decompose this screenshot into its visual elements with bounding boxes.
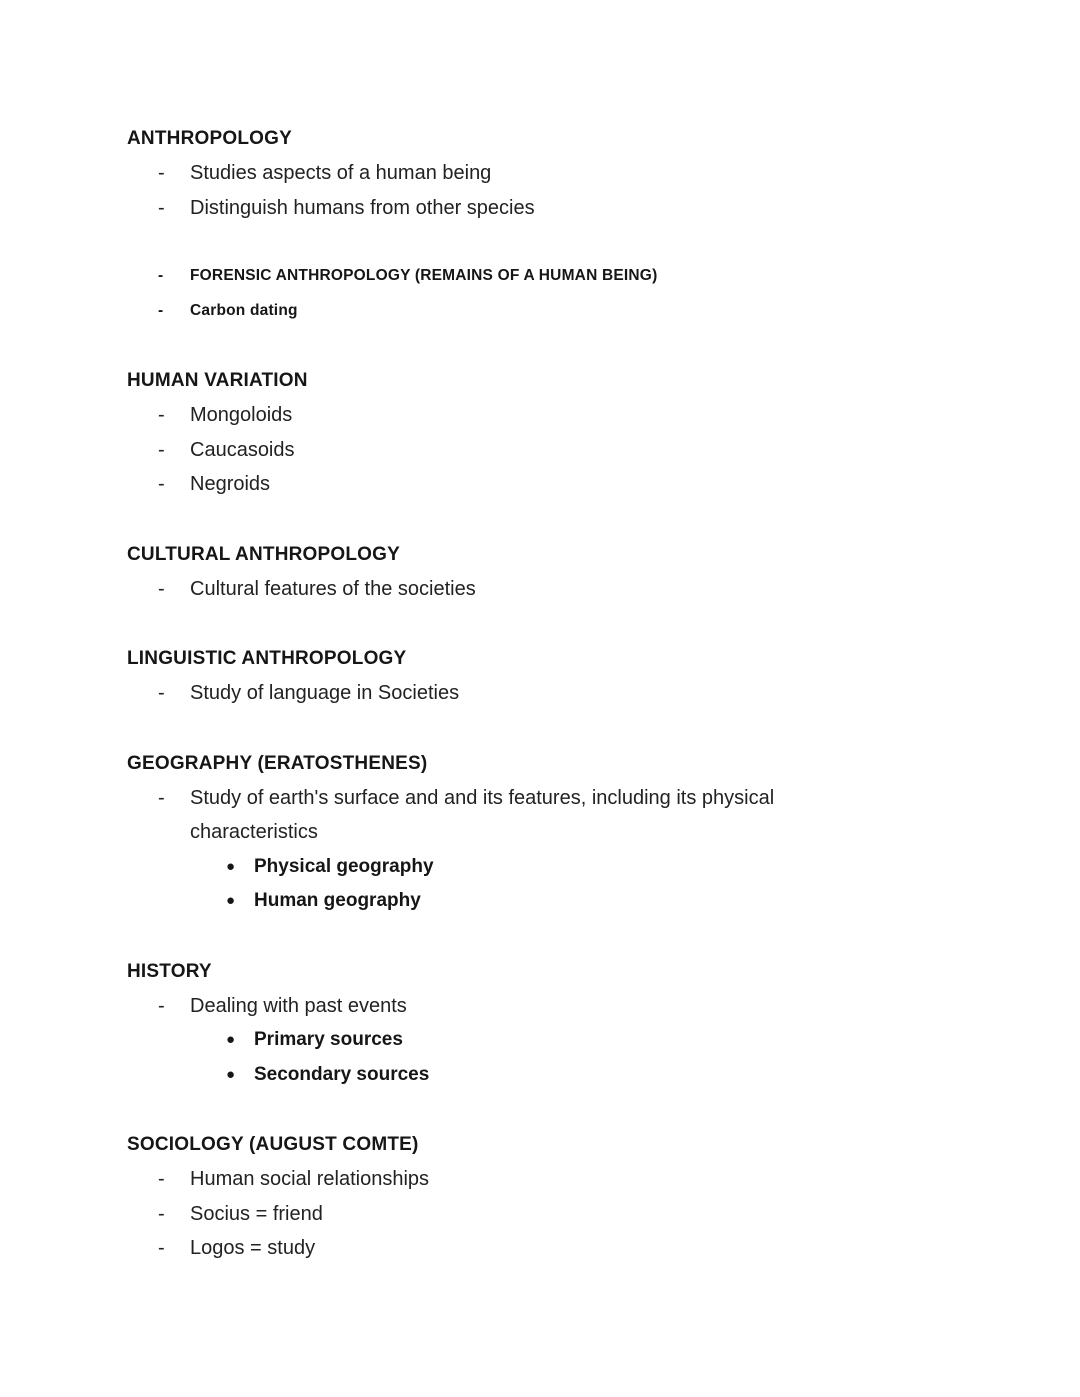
- section-heading: HISTORY: [127, 960, 212, 982]
- list-item-text: Study of earth's surface and and its features, including its physical characteristics: [190, 786, 775, 843]
- dash-marker: -: [158, 1168, 165, 1190]
- section-human-variation: [127, 363, 990, 502]
- section-anthropology: [127, 121, 990, 328]
- dash-marker: -: [158, 1202, 165, 1225]
- list-item: [127, 989, 990, 1024]
- list-item: [127, 1058, 990, 1093]
- list-item-text: Dealing with past events: [190, 994, 407, 1017]
- section-history: [127, 954, 990, 1093]
- list-item: [127, 294, 990, 329]
- list-item: [127, 398, 990, 433]
- dash-marker: -: [158, 577, 165, 600]
- bullet-marker: ●: [226, 892, 236, 909]
- list-item-text: Logos = study: [190, 1237, 316, 1259]
- list-item-text: Carbon dating: [190, 301, 298, 319]
- list-item-text: Caucasoids: [190, 438, 295, 461]
- section-heading: ANTHROPOLOGY: [127, 128, 292, 149]
- dash-marker: -: [158, 682, 165, 704]
- dash-marker: -: [158, 196, 165, 219]
- list-item: [127, 1162, 990, 1197]
- list-item: [127, 572, 990, 607]
- list-item-text: Cultural features of the societies: [190, 577, 476, 600]
- dash-marker: -: [158, 438, 165, 461]
- dash-marker: -: [158, 267, 164, 284]
- list-item: [127, 850, 990, 885]
- dash-marker: -: [158, 301, 164, 319]
- dash-marker: -: [158, 473, 165, 495]
- section-heading: CULTURAL ANTHROPOLOGY: [127, 543, 401, 565]
- section-sociology-august-comte: [127, 1127, 990, 1266]
- list-item: [127, 1231, 990, 1266]
- section-heading: GEOGRAPHY (ERATOSTHENES): [127, 752, 428, 774]
- list-item: [127, 259, 990, 294]
- dash-marker: -: [158, 404, 165, 426]
- list-item-text: Human social relationships: [190, 1168, 430, 1190]
- dash-marker: -: [158, 786, 165, 809]
- list-item-text: Physical geography: [254, 855, 434, 877]
- list-item-text: Studies aspects of a human being: [190, 162, 492, 184]
- bullet-marker: ●: [226, 857, 236, 875]
- dash-marker: -: [158, 994, 165, 1017]
- list-item: [127, 676, 990, 711]
- list-item: [127, 781, 990, 850]
- list-item: [127, 191, 990, 226]
- list-item: [127, 884, 990, 919]
- list-item: [127, 433, 990, 468]
- dash-marker: -: [158, 162, 165, 184]
- section-linguistic-anthropology: [127, 641, 990, 711]
- list-item-text: Socius = friend: [190, 1202, 323, 1225]
- bullet-marker: ●: [226, 1065, 236, 1083]
- list-item-text: Negroids: [190, 473, 271, 495]
- section-heading: HUMAN VARIATION: [127, 370, 308, 391]
- list-item: [127, 1023, 990, 1058]
- list-item: [127, 156, 990, 191]
- list-item-text: Mongoloids: [190, 404, 293, 426]
- section-heading: LINGUISTIC ANTHROPOLOGY: [127, 648, 407, 669]
- section-heading: SOCIOLOGY (AUGUST COMTE): [127, 1134, 419, 1155]
- list-item: [127, 1197, 990, 1232]
- list-item-text: Primary sources: [254, 1029, 403, 1050]
- section-cultural-anthropology: [127, 537, 990, 607]
- bullet-marker: ●: [226, 1031, 236, 1048]
- list-item-text: Study of language in Societies: [190, 682, 460, 704]
- list-item-text: Distinguish humans from other species: [190, 196, 535, 219]
- list-item-text: FORENSIC ANTHROPOLOGY (REMAINS OF A HUMAN BEING): [190, 267, 658, 284]
- dash-marker: -: [158, 1237, 165, 1259]
- section-geography-eratosthenes: [127, 746, 990, 919]
- list-item-text: Human geography: [254, 890, 421, 911]
- list-item-text: Secondary sources: [254, 1063, 430, 1085]
- list-item: [127, 467, 990, 502]
